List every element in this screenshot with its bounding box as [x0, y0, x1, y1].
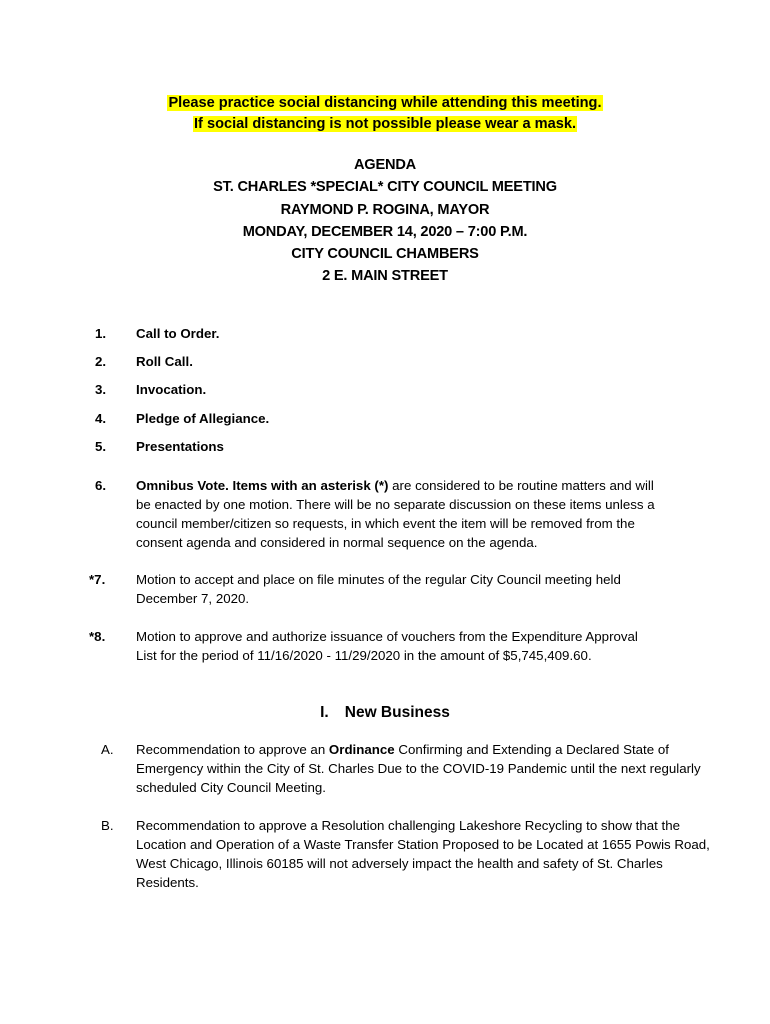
item-text: December 7, 2020. [136, 591, 250, 606]
item-text: Call to Order. [136, 326, 220, 341]
item-number: 3. [95, 382, 107, 397]
item-text: Roll Call. [136, 354, 193, 369]
section-title: New Business [344, 704, 450, 721]
meeting-address: 2 E. MAIN STREET [322, 268, 448, 285]
item-text: Invocation. [136, 382, 207, 397]
item-text: be enacted by one motion. There will be no separate discussion on these items unless a [136, 497, 655, 512]
agenda-header [0, 154, 770, 288]
item-text: Recommendation to approve a Resolution challenging Lakeshore Recycling to show that the [136, 818, 681, 833]
item-text: Motion to approve and authorize issuance of vouchers from the Expenditure Approval [136, 629, 638, 644]
item-text: Location and Operation of a Waste Transfer Station Proposed to be Located at 1655 Powis Road, [136, 837, 710, 852]
item-number: 4. [95, 411, 107, 426]
item-text: List for the period of 11/16/2020 - 11/29/2020 in the amount of $5,745,409.60. [136, 648, 592, 663]
item-text: West Chicago, Illinois 60185 will not adversely impact the health and safety of St. Charles [136, 856, 663, 871]
agenda-title: AGENDA [353, 157, 417, 173]
item-letter: A. [101, 742, 114, 757]
mayor-name: RAYMOND P. ROGINA, MAYOR [280, 201, 490, 218]
item-number: 1. [95, 326, 107, 341]
item-text: Pledge of Allegiance. [136, 411, 270, 426]
item-text: consent agenda and considered in normal sequence on the agenda. [136, 535, 538, 550]
item-number: 5. [95, 439, 107, 454]
item-letter: B. [101, 818, 114, 833]
omnibus-label: Omnibus Vote. Items with an asterisk (*) [136, 478, 389, 493]
item-text: Emergency within the City of St. Charles Due to the COVID-19 Pandemic until the next regularly [136, 761, 701, 776]
notice-line-2: If social distancing is not possible please wear a mask. [193, 116, 576, 132]
social-distancing-notice [0, 93, 770, 135]
item-text: scheduled City Council Meeting. [136, 780, 326, 795]
item-text: Presentations [136, 439, 224, 454]
notice-line-1: Please practice social distancing while attending this meeting. [168, 95, 602, 111]
item-text: are considered to be routine matters and will [392, 478, 654, 493]
item-number: 6. [95, 478, 107, 493]
meeting-name: ST. CHARLES *SPECIAL* CITY COUNCIL MEETING [213, 179, 557, 196]
item-number: *7. [89, 572, 106, 587]
section-heading [0, 702, 770, 724]
section-number: I. [320, 704, 329, 721]
ordinance-label: Ordinance [328, 742, 395, 757]
item-text: Motion to accept and place on file minutes of the regular City Council meeting held [136, 572, 621, 587]
item-number: 2. [95, 354, 107, 369]
item-text: Confirming and Extending a Declared State of [394, 742, 669, 757]
item-text: Residents. [136, 875, 199, 890]
meeting-datetime: MONDAY, DECEMBER 14, 2020 – 7:00 P.M. [242, 223, 528, 240]
item-text: Recommendation to approve an [136, 742, 329, 757]
meeting-location: CITY COUNCIL CHAMBERS [291, 246, 479, 263]
item-number: *8. [89, 629, 106, 644]
item-text: council member/citizen so requests, in which event the item will be removed from the [136, 516, 635, 531]
